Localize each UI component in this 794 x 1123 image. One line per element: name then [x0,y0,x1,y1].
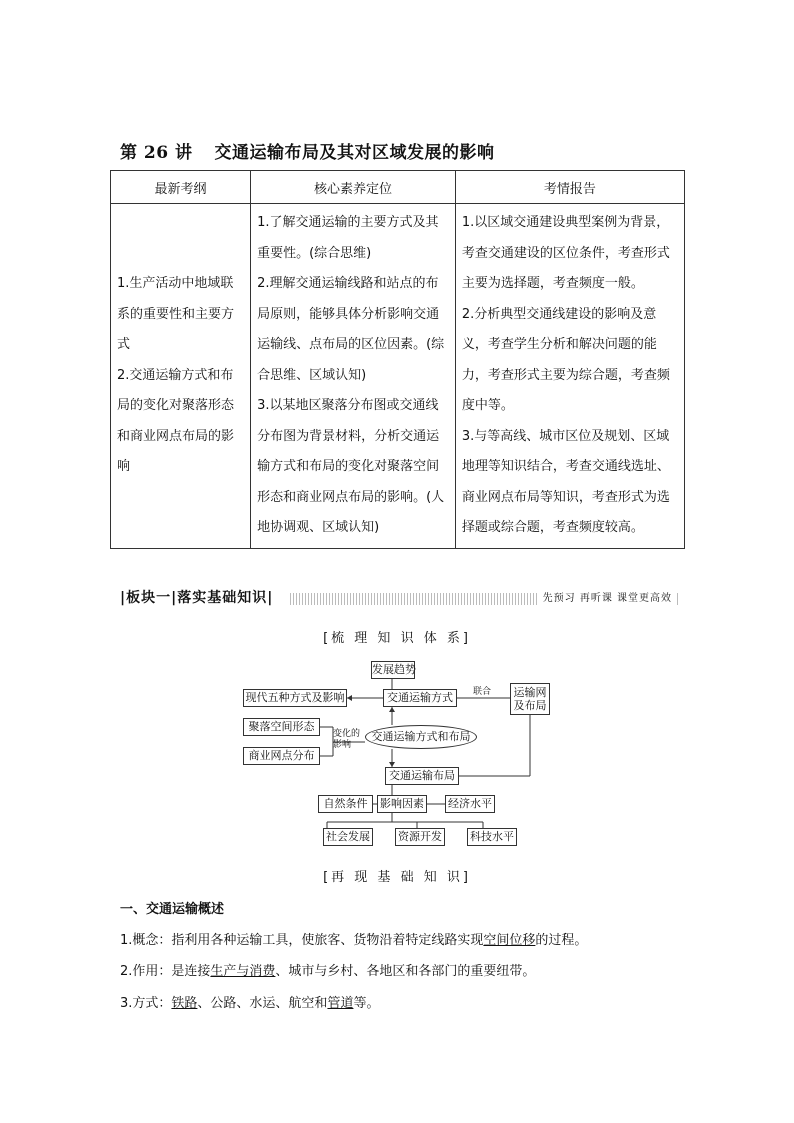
competency-item: 1.了解交通运输的主要方式及其重要性。(综合思维) [257,215,439,261]
table-row [111,204,685,549]
box-five-modes: 现代五种方式及影响 [243,689,347,707]
syllabus-table [110,170,685,549]
review-section-title: [再 现 基 础 知 识] [323,870,471,885]
exam-report-item: 3.与等高线、城市区位及规划、区域地理等知识结合，考查交通线选址、商业网点布局等知识，考查形式为选择题或综合题，考查频度较高。 [461,428,670,535]
box-settlement: 聚落空间形态 [243,718,320,736]
page-title [120,138,495,163]
text: 、城市与乡村、各地区和各部门的重要纽带。 [275,964,536,979]
lesson-number: 第 26 讲 [120,143,193,163]
text: 的过程。 [535,933,588,948]
box-economy: 经济水平 [445,795,495,813]
content-paragraph [120,960,535,979]
header-exam-report: 考情报告 [455,171,684,204]
underlined-term: 管道 [327,996,354,1011]
center-ellipse: 交通运输方式和布局 [365,725,477,749]
box-tech: 科技水平 [467,828,517,846]
syllabus-item: 2.交通运输方式和布局的变化对聚落形态和商业网点布局的影响 [117,367,235,474]
box-transport-layout: 交通运输布局 [385,767,459,785]
box-natural: 自然条件 [318,795,373,813]
underlined-term: 生产与消费 [210,964,276,979]
table-header-row [111,171,685,204]
exam-report-item: 1.以区域交通建设典型案例为背景，考查交通建设的区位条件，考查形式主要为选择题，考查频度一般。 [461,215,670,291]
box-resource: 资源开发 [395,828,445,846]
syllabus-cell [111,204,251,549]
text: 等。 [353,996,380,1011]
label-link: 联合 [473,687,492,697]
exam-report-cell [455,204,684,549]
competency-item: 3.以某地区聚落分布图或交通线分布图为背景材料，分析交通运输方式和布局的变化对聚落空间形态和商业网点布局的影响。(人地协调观、区域认知) [257,398,445,535]
box-development-trend: 发展趋势 [371,661,415,679]
banner-tag: 先预习 再听课 课堂更高效 [539,591,676,606]
syllabus-item: 1.生产活动中地域联系的重要性和主要方式 [117,276,235,352]
diagram-section-title: [梳 理 知 识 体 系] [323,631,471,646]
competency-cell [251,204,456,549]
competency-item: 2.理解交通运输线路和站点的布局原则，能够具体分析影响交通运输线、点布局的区位因素。(综合思维、区域认知) [257,276,445,383]
box-factors: 影响因素 [377,795,427,813]
section-banner [120,590,680,607]
header-competency: 核心素养定位 [251,171,456,204]
content-paragraph [120,992,379,1011]
text: 1.概念：指利用各种运输工具，使旅客、货物沿着特定线路实现 [120,933,484,948]
banner-label: |板块一|落实基础知识| [120,590,279,607]
box-transport-mode: 交通运输方式 [383,689,457,707]
content-heading: 一、交通运输概述 [120,902,225,917]
underlined-term: 空间位移 [483,933,536,948]
box-commerce: 商业网点分布 [243,747,320,765]
exam-report-item: 2.分析典型交通线建设的影响及意义，考查学生分析和解决问题的能力，考查形式主要为综合题，考查频度中等。 [461,306,670,413]
content-paragraph [120,929,587,948]
text: 3.方式： [120,996,172,1011]
text: 2.作用：是连接 [120,964,211,979]
text: 、公路、水运、航空和 [197,996,328,1011]
box-network: 运输网及布局 [510,683,550,715]
lesson-title: 交通运输布局及其对区域发展的影响 [214,143,495,163]
label-change-impact: 变化的影响 [333,729,361,750]
box-social: 社会发展 [323,828,373,846]
knowledge-diagram [235,652,547,852]
underlined-term: 铁路 [171,996,198,1011]
header-syllabus: 最新考纲 [111,171,251,204]
